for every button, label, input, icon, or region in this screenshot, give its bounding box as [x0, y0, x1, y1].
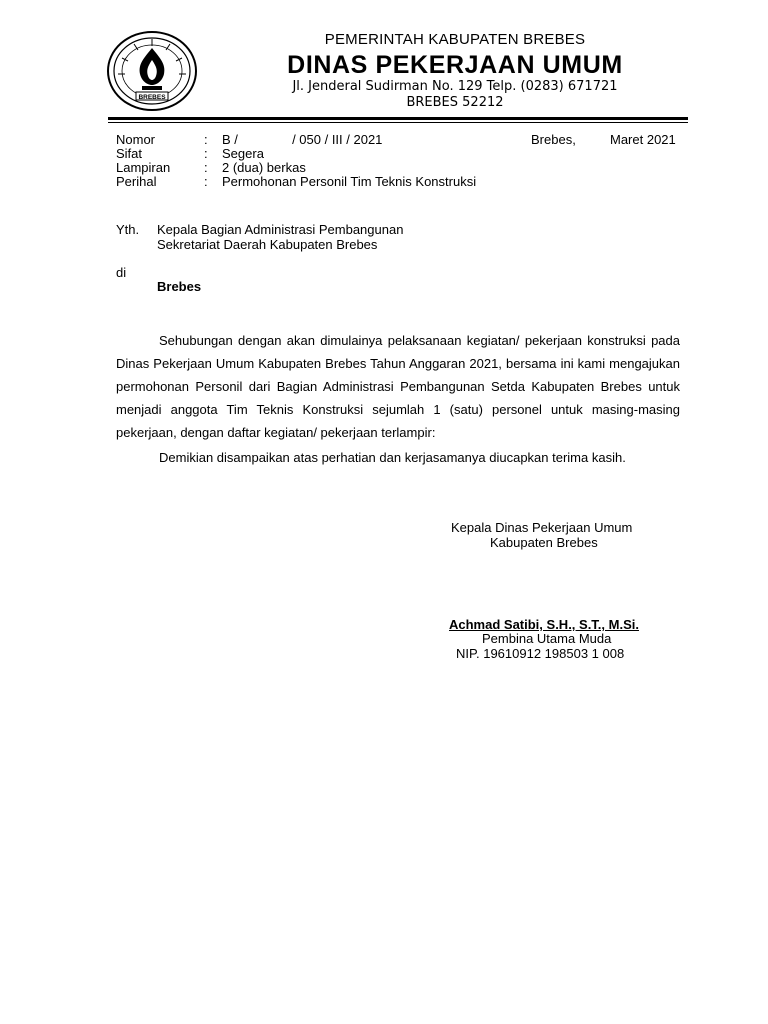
meta-label-sifat: Sifat	[116, 146, 143, 161]
letter-date: Maret 2021	[610, 132, 676, 147]
recipient-di: di	[116, 265, 127, 280]
meta-colon: :	[204, 160, 208, 175]
letter-place: Brebes,	[531, 132, 576, 147]
meta-value-nomor: B / / 050 / III / 2021	[222, 132, 383, 147]
meta-value-perihal: Permohonan Personil Tim Teknis Konstruksi	[222, 174, 477, 189]
recipient-line-2: Sekretariat Daerah Kabupaten Brebes	[157, 237, 378, 252]
agency-address: Jl. Jenderal Sudirman No. 129 Telp. (0283) 671721	[292, 79, 618, 94]
agency-name: DINAS PEKERJAAN UMUM	[287, 51, 623, 79]
meta-label-lampiran: Lampiran	[116, 160, 171, 175]
meta-colon: :	[204, 146, 208, 161]
body-paragraph-text: Sehubungan dengan akan dimulainya pelaksanaan kegiatan/ pekerjaan konstruksi pada Dinas Pekerjaan Umum Kabupaten Brebes Tahun Anggaran 2021, bersama ini kami mengajukan permohonan Personil dari Bagian Administrasi Pembangunan Setda Kabupaten Brebes untuk menjadi anggota Tim Teknis Konstruksi sejumlah 1 (satu) personel untuk masing-masing pekerjaan, dengan daftar kegiatan/ pekerjaan terlampir:	[116, 333, 680, 440]
recipient-city: Brebes	[157, 279, 202, 294]
emblem-text: BREBES	[138, 94, 166, 101]
closing-sentence: Demikian disampaikan atas perhatian dan kerjasamanya diucapkan terima kasih.	[159, 450, 626, 465]
letterhead-thin-rule	[108, 122, 688, 123]
signatory-name: Achmad Satibi, S.H., S.T., M.Si.	[449, 617, 639, 632]
signature-title-2: Kabupaten Brebes	[490, 535, 598, 550]
signature-title-1: Kepala Dinas Pekerjaan Umum	[451, 520, 633, 535]
body-paragraph	[116, 329, 680, 444]
meta-label-nomor: Nomor	[116, 132, 156, 147]
letterhead-thick-rule	[108, 117, 688, 120]
signatory-rank: Pembina Utama Muda	[482, 631, 612, 646]
recipient-line-1: Kepala Bagian Administrasi Pembangunan	[157, 222, 404, 237]
meta-value-sifat: Segera	[222, 146, 264, 161]
meta-value-lampiran: 2 (dua) berkas	[222, 160, 306, 175]
government-name: PEMERINTAH KABUPATEN BREBES	[324, 31, 586, 48]
meta-label-perihal: Perihal	[116, 174, 157, 189]
signatory-nip: NIP. 19610912 198503 1 008	[456, 646, 625, 661]
meta-colon: :	[204, 132, 208, 147]
recipient-salutation: Yth.	[116, 222, 140, 237]
agency-city-postal: BREBES 52212	[406, 95, 504, 110]
meta-colon: :	[204, 174, 208, 189]
